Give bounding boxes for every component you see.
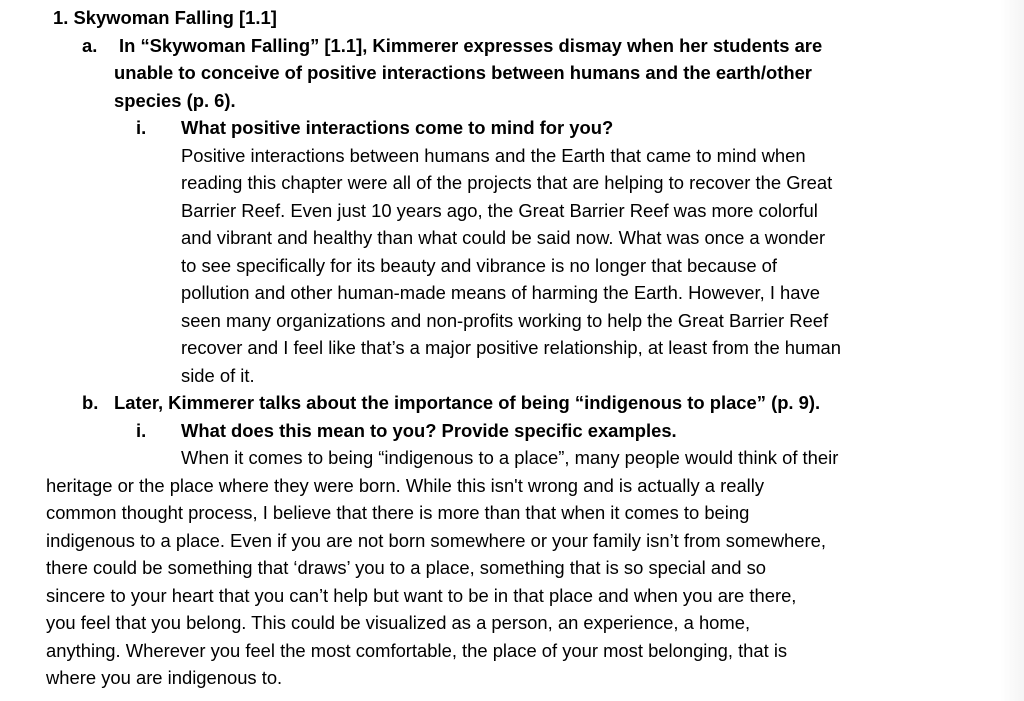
answer-b-text: you feel that you belong. This could be visualized as a person, an experience, a home,: [46, 612, 751, 633]
subquestion-b-i-question: What does this mean to you? Provide specific examples.: [181, 419, 677, 441]
answer-b-text: sincere to your heart that you can’t help but want to be in that place and when you are there,: [46, 584, 797, 606]
answer-a-line: [0, 362, 1024, 390]
subquestion-a-row-3: [0, 87, 1024, 115]
answer-a-text: Positive interactions between humans and the Earth that came to mind when: [181, 144, 806, 166]
page-edge-shadow: [1000, 0, 1024, 701]
answer-b-line: [0, 637, 1024, 665]
document-body: [0, 4, 1024, 692]
subquestion-b-text: Later, Kimmerer talks about the importance of being “indigenous to place” (p. 9).: [114, 392, 821, 413]
question-heading-row: [0, 4, 1024, 32]
subquestion-a-i-row: [0, 114, 1024, 142]
answer-a-text: side of it.: [181, 364, 255, 386]
answer-a-line: [0, 169, 1024, 197]
subquestion-a-i-question: What positive interactions come to mind for you?: [181, 117, 614, 138]
answer-b-line: [0, 554, 1024, 582]
answer-a-text: Barrier Reef. Even just 10 years ago, the Great Barrier Reef was more colorful: [181, 199, 818, 221]
answer-a-line: [0, 307, 1024, 335]
subquestion-a-line: In “Skywoman Falling” [1.1], Kimmerer expresses dismay when her students are: [119, 34, 823, 56]
answer-b-line: [0, 664, 1024, 692]
answer-b-text: anything. Wherever you feel the most comfortable, the place of your most belonging, that is: [46, 639, 788, 661]
answer-a-text: seen many organizations and non-profits working to help the Great Barrier Reef: [181, 309, 829, 331]
answer-a-line: [0, 142, 1024, 170]
subquestion-b-marker: b.: [82, 392, 99, 413]
subquestion-a-row-1: [0, 32, 1024, 60]
answer-b-text: heritage or the place where they were born. While this isn't wrong and is actually a really: [46, 474, 765, 496]
subquestion-a-marker: a.: [82, 34, 98, 56]
subquestion-a-i-marker: i.: [136, 117, 147, 138]
answer-b-text: common thought process, I believe that there is more than that when it comes to being: [46, 502, 750, 523]
subquestion-a-line: unable to conceive of positive interactions between humans and the earth/other: [114, 62, 812, 83]
answer-b-line: [0, 499, 1024, 527]
answer-a-line: [0, 197, 1024, 225]
subquestion-a-line: species (p. 6).: [114, 89, 236, 111]
answer-b-line: [0, 582, 1024, 610]
answer-b-text: indigenous to a place. Even if you are not born somewhere or your family isn’t from somewhere,: [46, 529, 826, 551]
answer-a-text: recover and I feel like that’s a major positive relationship, at least from the human: [181, 337, 842, 358]
answer-a-text: pollution and other human-made means of harming the Earth. However, I have: [181, 282, 820, 303]
subquestion-b-row: [0, 389, 1024, 417]
answer-a-line: [0, 279, 1024, 307]
answer-b-line: [0, 472, 1024, 500]
answer-b-text: where you are indigenous to.: [46, 667, 283, 688]
answer-a-line: [0, 334, 1024, 362]
subquestion-b-i-marker: i.: [136, 419, 147, 441]
answer-b-text: When it comes to being “indigenous to a place”, many people would think of their: [181, 447, 839, 468]
answer-b-line: [0, 609, 1024, 637]
answer-a-line: [0, 252, 1024, 280]
question-heading: 1. Skywoman Falling [1.1]: [53, 7, 277, 28]
answer-b-text: there could be something that ‘draws’ you to a place, something that is so special and so: [46, 557, 767, 578]
answer-a-text: reading this chapter were all of the projects that are helping to recover the Great: [181, 172, 833, 193]
subquestion-b-i-row: [0, 417, 1024, 445]
answer-b-first-line: [0, 444, 1024, 472]
answer-a-text: and vibrant and healthy than what could be said now. What was once a wonder: [181, 227, 826, 248]
answer-a-text: to see specifically for its beauty and vibrance is no longer that because of: [181, 254, 777, 276]
answer-b-line: [0, 527, 1024, 555]
subquestion-a-row-2: [0, 59, 1024, 87]
answer-a-line: [0, 224, 1024, 252]
